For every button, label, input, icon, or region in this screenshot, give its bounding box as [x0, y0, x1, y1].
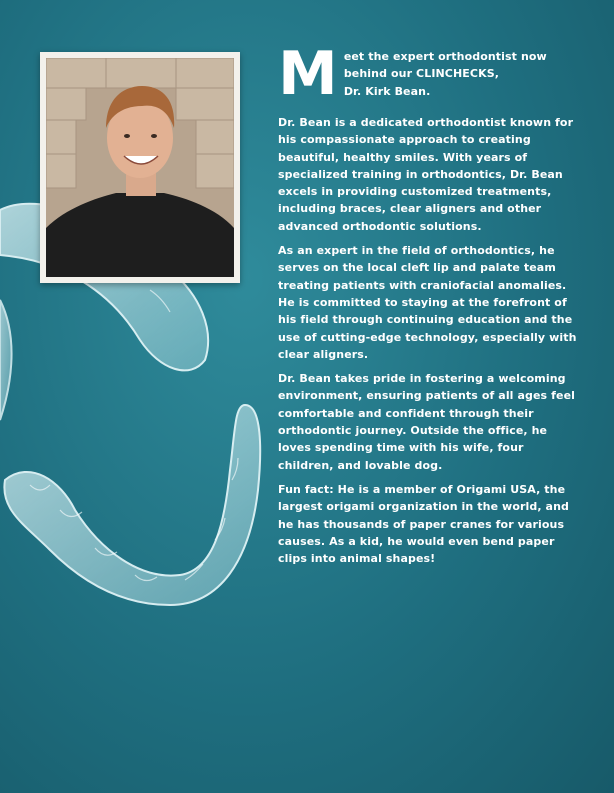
bio-paragraph: Dr. Bean takes pride in fostering a welcoming environment, ensuring patients of all ages feel comfortable and confident through their orthodontic journey. Outside the office, he loves spending time with his wife, four children, and lovable dog.	[278, 372, 575, 472]
intro-line-3: Dr. Kirk Bean.	[343, 84, 431, 98]
portrait-photo-frame	[40, 52, 240, 283]
intro-line-1: eet the expert orthodontist now	[343, 50, 547, 63]
bio-paragraph: Dr. Bean is a dedicated orthodontist known for his compassionate approach to creating beautiful, healthy smiles. With years of specialized training in orthodontics, Dr. Bean excels in providing customized treatments, including braces, clear aligners and other advanced orthodontic solutions.	[278, 116, 574, 233]
bio-paragraph: Fun fact: He is a member of Origami USA, the largest origami organization in the world, and he has thousands of paper cranes for various causes. As a kid, he would even bend paper clips into animal shapes!	[278, 482, 569, 566]
drop-cap: M	[278, 39, 338, 109]
portrait-photo	[46, 58, 234, 277]
bio-text-column	[278, 39, 578, 574]
brand-name: CLINCHECKS,	[416, 67, 500, 81]
intro-heading	[278, 39, 578, 109]
bio-paragraph: As an expert in the field of orthodontics, he serves on the local cleft lip and palate team treating patients with craniofacial anomalies. He is committed to staying at the forefront of his field through continuing education and the use of cutting-edge technology, especially with clear aligners.	[278, 244, 577, 361]
intro-line-2-prefix: behind our	[343, 67, 417, 81]
